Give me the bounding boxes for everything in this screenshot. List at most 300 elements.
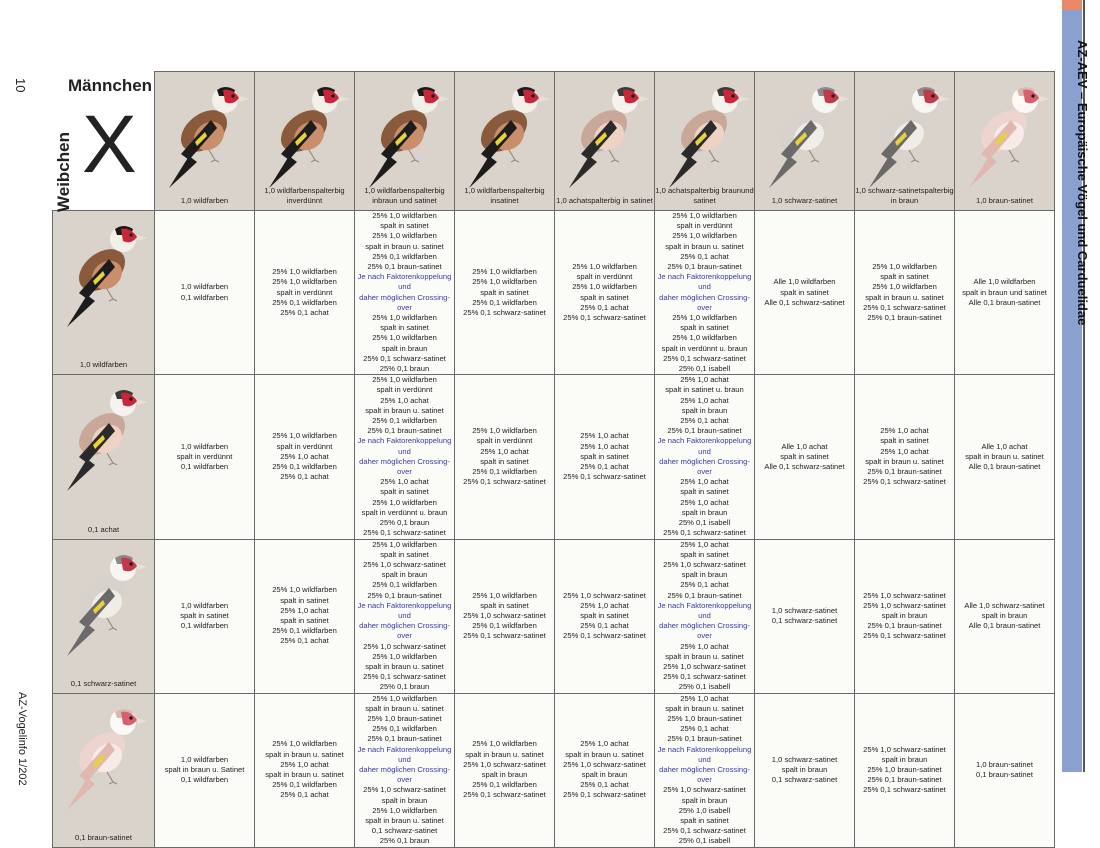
goldfinch-male-illustration	[359, 76, 451, 191]
result-line: 25% 1,0 schwarz-satinet	[863, 590, 946, 600]
result-line: 25% 0,1 isabell	[678, 518, 731, 528]
result-line: 25% 1,0 wildfarben	[672, 313, 737, 323]
result-line: 25% 1,0 schwarz-satinet	[863, 744, 946, 754]
result-line: daher möglichen Crossing-over	[359, 292, 450, 312]
result-line: 1,0 wildfarben	[264, 186, 312, 195]
result-line: spalt in verdünnt	[176, 451, 233, 461]
female-header	[53, 539, 155, 693]
result-line: 25% 1,0 wildfarben	[472, 590, 537, 600]
result-line: 25% 1,0 wildfarben	[372, 497, 437, 507]
result-cell	[855, 539, 955, 693]
result-line: Alle 0,1 schwarz-satinet	[764, 461, 845, 471]
result-line: spalt in braun u. satinet	[665, 703, 744, 713]
result-cell	[655, 539, 755, 693]
result-line: spalt in satinet	[680, 549, 729, 559]
male-caption	[155, 196, 254, 206]
result-line: 25% 0,1 braun-satinet	[367, 734, 442, 744]
result-cell	[455, 693, 555, 847]
result-line: 25% 1,0 wildfarben	[272, 585, 337, 595]
result-line: 25% 0,1 achat	[580, 621, 629, 631]
result-line: daher möglichen Crossing-over	[659, 621, 750, 641]
result-line: spalt in verdünnt	[276, 287, 333, 297]
result-line: 25% 0,1 isabell	[678, 364, 731, 374]
result-line: 25% 1,0 wildfarben	[372, 539, 437, 549]
result-cell	[355, 693, 455, 847]
result-cell	[155, 375, 255, 539]
male-header	[555, 72, 655, 211]
result-line: Alle 1,0 wildfarben	[773, 277, 836, 287]
result-line: 25% 1,0 schwarz-satinet	[463, 759, 546, 769]
result-line: 25% 0,1 wildfarben	[272, 461, 337, 471]
result-line: 25% 0,1 achat	[580, 461, 629, 471]
result-line: 25% 0,1 schwarz-satinet	[863, 631, 946, 641]
crossing-over-note	[355, 745, 454, 786]
result-line: 25% 1,0 wildfarben	[372, 805, 437, 815]
crossing-over-note	[355, 601, 454, 642]
result-line: spalt in satinet	[680, 815, 729, 825]
goldfinch-female-illustration	[57, 698, 149, 813]
result-line: 0,1 wildfarben	[180, 621, 229, 631]
result-line: 25% 1,0 wildfarben	[372, 231, 437, 241]
result-line: 25% 1,0 achat	[680, 497, 729, 507]
result-line: 25% 0,1 braun-satinet	[667, 734, 742, 744]
result-line: spalt in verdünnt	[676, 221, 733, 231]
result-line: 25% 1,0 schwarz-satinet	[563, 590, 646, 600]
result-line: 25% 0,1 achat	[580, 302, 629, 312]
result-line: 1,0 wildfarben	[180, 600, 229, 610]
result-cell	[855, 211, 955, 375]
result-cell	[455, 375, 555, 539]
result-line: 0,1 schwarz-satinet	[371, 826, 438, 836]
result-line: 0,1 wildfarben	[180, 775, 229, 785]
result-cell	[755, 693, 855, 847]
result-line: spalt in satinet	[480, 600, 529, 610]
result-line: spalt in braun u. satinet	[365, 703, 444, 713]
result-cell	[355, 211, 455, 375]
result-cell	[455, 539, 555, 693]
result-line: 25% 1,0 achat	[880, 446, 929, 456]
result-line: 25% 0,1 schwarz-satinet	[363, 672, 446, 682]
crossing-over-note	[655, 601, 754, 642]
result-line: spalt in satinet	[680, 487, 729, 497]
result-line: 25% 0,1 schwarz-satinet	[563, 472, 646, 482]
result-line: 25% 1,0 wildfarben	[572, 262, 637, 272]
result-cell	[755, 539, 855, 693]
result-line: spalt in braun	[681, 507, 728, 517]
result-line: 25% 0,1 braun-satinet	[367, 426, 442, 436]
females-label: Weibchen	[54, 132, 73, 212]
result-line: 25% 0,1 wildfarben	[472, 467, 537, 477]
result-line: 25% 1,0 schwarz-satinet	[463, 610, 546, 620]
result-line: 25% 0,1 braun-satinet	[867, 313, 942, 323]
result-line: spalt in verdünnt u. braun	[661, 343, 748, 353]
result-line: 25% 1,0 wildfarben	[272, 431, 337, 441]
result-line: 1,0 achat	[655, 186, 687, 195]
goldfinch-male-illustration	[859, 76, 951, 191]
female-caption: 0,1 braun-satinet	[75, 832, 132, 842]
result-line: 25% 0,1 achat	[280, 790, 329, 800]
result-line: 25% 1,0 achat	[680, 395, 729, 405]
result-line: Alle 0,1 schwarz-satinet	[764, 297, 845, 307]
male-caption	[855, 186, 954, 206]
result-line: spalt in satinet	[580, 451, 629, 461]
result-cell	[855, 693, 955, 847]
result-line: daher möglichen Crossing-over	[359, 456, 450, 477]
result-line: 25% 1,0 isabell	[678, 805, 731, 815]
result-line: 25% 0,1 braun-satinet	[367, 590, 442, 600]
result-line: spalt in braun u. satinet	[265, 749, 344, 759]
result-line: spalt in braun u. satinet	[465, 749, 544, 759]
result-line: 0,1 schwarz-satinet	[771, 775, 838, 785]
result-line: spalt in verdünnt	[476, 436, 533, 446]
result-line: verdünnt	[292, 196, 323, 205]
result-cell	[555, 539, 655, 693]
result-line: spalt in braun u. satinet	[965, 451, 1044, 461]
result-cell	[555, 693, 655, 847]
result-line: spalterbig in	[372, 186, 445, 205]
result-cell	[855, 375, 955, 539]
result-line: 25% 1,0 schwarz-satinet	[363, 559, 446, 569]
result-line: 25% 0,1 wildfarben	[472, 621, 537, 631]
male-header	[755, 72, 855, 211]
result-line: spalt in braun	[581, 770, 628, 780]
result-line: 1,0 wildfarben	[464, 186, 512, 195]
goldfinch-male-illustration	[159, 76, 251, 191]
goldfinch-female-illustration	[57, 544, 149, 659]
result-line: 25% 0,1 wildfarben	[372, 251, 437, 261]
goldfinch-male-illustration	[559, 76, 651, 191]
result-line: 25% 1,0 braun-satinet	[867, 764, 942, 774]
result-line: spalt in satinet	[180, 610, 229, 620]
result-line: 25% 1,0 achat	[480, 446, 529, 456]
cross-symbol: X	[82, 99, 137, 190]
result-line: 25% 0,1 schwarz-satinet	[563, 631, 646, 641]
male-caption	[555, 196, 654, 206]
result-line: satinet	[496, 196, 519, 205]
result-line: 25% 0,1 achat	[280, 472, 329, 482]
result-cell	[755, 375, 855, 539]
result-line: Je nach Faktorenkoppelung und	[357, 600, 452, 620]
result-line: spalt in braun u. satinet	[665, 651, 744, 661]
result-line: spalt in verdünnt	[376, 385, 433, 395]
result-line: 25% 1,0 achat	[680, 375, 729, 385]
result-line: 25% 0,1 wildfarben	[272, 297, 337, 307]
result-line: 25% 1,0 wildfarben	[872, 282, 937, 292]
result-line: 1,0 schwarz-satinet	[771, 605, 838, 615]
result-line: 25% 0,1 braun-satinet	[667, 262, 742, 272]
result-line: 25% 1,0 schwarz-satinet	[363, 785, 446, 795]
result-line: 25% 1,0 wildfarben	[472, 267, 537, 277]
male-header	[455, 72, 555, 211]
result-line: spalt in verdünnt	[576, 272, 633, 282]
female-caption: 1,0 wildfarben	[79, 360, 128, 370]
male-caption	[955, 196, 1054, 206]
result-line: spalt in satinet	[880, 436, 929, 446]
result-line: 25% 0,1 schwarz-satinet	[663, 528, 746, 538]
result-line: 25% 1,0 wildfarben	[372, 211, 437, 220]
result-line: 25% 0,1 braun	[379, 836, 430, 846]
result-line: spalt in satinet	[480, 287, 529, 297]
result-line: spalt in braun	[881, 754, 928, 764]
result-line: daher möglichen Crossing-over	[359, 764, 450, 785]
result-line: spalterbig in braun	[890, 186, 954, 205]
result-line: spalt in satinet	[280, 616, 329, 626]
result-line: 25% 1,0 wildfarben	[272, 267, 337, 277]
result-line: 1,0 wildfarben	[180, 754, 229, 764]
result-line: 25% 1,0 achat	[280, 759, 329, 769]
result-line: 25% 1,0 wildfarben	[572, 282, 637, 292]
result-cell	[455, 211, 555, 375]
result-line: 25% 0,1 achat	[680, 580, 729, 590]
result-line: spalt in braun	[981, 610, 1028, 620]
result-line: braun und satinet	[378, 196, 437, 205]
result-line: spalt in braun u. satinet	[865, 292, 944, 302]
result-line: spalt in satinet	[880, 272, 929, 282]
result-line: 25% 1,0 wildfarben	[472, 277, 537, 287]
result-line: 25% 1,0 achat	[280, 451, 329, 461]
result-line: spalterbig in	[286, 186, 345, 205]
result-line: daher möglichen Crossing-over	[659, 764, 750, 785]
result-cell	[955, 693, 1055, 847]
result-line: 25% 1,0 wildfarben	[672, 333, 737, 343]
result-line: spalt in braun	[681, 570, 728, 580]
result-cell	[155, 539, 255, 693]
result-line: spalt in braun u. satinet	[265, 770, 344, 780]
result-line: Alle 0,1 braun-satinet	[968, 461, 1041, 471]
result-line: 25% 1,0 wildfarben	[872, 262, 937, 272]
result-line: 25% 1,0 braun-satinet	[367, 713, 442, 723]
result-line: Je nach Faktorenkoppelung und	[357, 744, 452, 764]
result-line: 25% 0,1 schwarz-satinet	[463, 307, 546, 317]
crossing-over-note	[655, 272, 754, 313]
result-line: 25% 1,0 achat	[380, 477, 429, 487]
result-line: spalt in satinet	[780, 451, 829, 461]
result-cell	[155, 693, 255, 847]
result-cell	[255, 693, 355, 847]
result-line: 25% 0,1 schwarz-satinet	[863, 477, 946, 487]
result-line: 25% 0,1 achat	[680, 724, 729, 734]
footer-source: AZ-Vogelinfo 1/202	[16, 692, 28, 786]
result-line: spalt in braun	[881, 610, 928, 620]
male-caption	[755, 196, 854, 206]
result-line: spalt in satinet	[580, 610, 629, 620]
result-line: 25% 0,1 isabell	[678, 836, 731, 846]
result-line: Je nach Faktorenkoppelung und	[657, 272, 752, 292]
result-cell	[155, 211, 255, 375]
result-line: 25% 0,1 braun	[379, 682, 430, 692]
female-caption: 0,1 schwarz-satinet	[70, 678, 137, 688]
result-line: spalt in braun	[781, 764, 828, 774]
result-line: 1,0 braun-satinet	[976, 196, 1033, 205]
result-line: 25% 1,0 wildfarben	[472, 739, 537, 749]
result-line: daher möglichen Crossing-over	[359, 621, 450, 641]
result-cell	[955, 211, 1055, 375]
goldfinch-male-illustration	[259, 76, 351, 191]
female-header	[53, 211, 155, 375]
result-line: 25% 1,0 achat	[580, 739, 629, 749]
result-line: 25% 1,0 schwarz-satinet	[363, 641, 446, 651]
result-line: 1,0 achat	[556, 196, 588, 205]
result-line: daher möglichen Crossing-over	[659, 456, 750, 477]
result-line: 25% 1,0 schwarz-satinet	[563, 759, 646, 769]
result-line: Alle 1,0 achat	[981, 441, 1028, 451]
male-header	[655, 72, 755, 211]
result-line: 1,0 braun-satinet	[976, 759, 1033, 769]
result-line: 25% 1,0 wildfarben	[672, 211, 737, 220]
result-line: 25% 1,0 achat	[580, 431, 629, 441]
male-caption	[255, 186, 354, 206]
result-line: spalt in braun und satinet	[962, 287, 1047, 297]
result-line: 25% 0,1 schwarz-satinet	[563, 790, 646, 800]
goldfinch-male-illustration	[459, 76, 551, 191]
result-line: 25% 0,1 achat	[280, 636, 329, 646]
result-cell	[955, 539, 1055, 693]
result-line: 25% 0,1 schwarz-satinet	[563, 313, 646, 323]
male-caption	[655, 186, 754, 206]
result-line: spalterbig in	[490, 186, 545, 205]
result-line: spalt in braun u. satinet	[565, 749, 644, 759]
result-line: spalt in satinet	[380, 323, 429, 333]
result-line: spalt in satinet	[680, 323, 729, 333]
result-line: 25% 1,0 wildfarben	[372, 693, 437, 703]
result-line: 25% 0,1 wildfarben	[272, 626, 337, 636]
result-line: 25% 0,1 braun	[379, 364, 430, 374]
cross-table	[52, 71, 1055, 848]
result-line: 0,1 braun-satinet	[976, 770, 1033, 780]
result-line: 25% 0,1 schwarz-satinet	[863, 302, 946, 312]
result-line: 25% 1,0 schwarz-satinet	[663, 559, 746, 569]
goldfinch-male-illustration	[959, 76, 1051, 191]
male-header	[255, 72, 355, 211]
result-line: 1,0 wildfarben	[364, 186, 412, 195]
goldfinch-male-illustration	[759, 76, 851, 191]
result-line: 25% 0,1 schwarz-satinet	[863, 785, 946, 795]
result-line: 25% 1,0 achat	[680, 477, 729, 487]
result-cell	[655, 211, 755, 375]
result-line: spalt in braun u. satinet	[865, 456, 944, 466]
result-cell	[255, 375, 355, 539]
result-line: 25% 1,0 schwarz-satinet	[663, 785, 746, 795]
result-line: 25% 0,1 braun-satinet	[667, 426, 742, 436]
males-label: Männchen	[68, 76, 153, 95]
result-line: spalt in satinet	[480, 456, 529, 466]
result-line: 25% 0,1 achat	[680, 251, 729, 261]
result-line: spalt in verdünnt	[276, 441, 333, 451]
result-line: 1,0 wildfarben	[180, 196, 229, 205]
result-line: 1,0 wildfarben	[180, 441, 229, 451]
result-cell	[655, 375, 755, 539]
result-line: 1,0 schwarz-satinet	[855, 186, 921, 195]
result-line: 25% 0,1 wildfarben	[372, 580, 437, 590]
result-line: 25% 1,0 achat	[680, 539, 729, 549]
result-line: daher möglichen Crossing-over	[659, 292, 750, 312]
result-line: 25% 1,0 braun-satinet	[667, 713, 742, 723]
female-header	[53, 693, 155, 847]
result-line: 25% 0,1 braun-satinet	[867, 467, 942, 477]
result-line: 0,1 wildfarben	[180, 292, 229, 302]
female-header	[53, 375, 155, 539]
result-line: 25% 1,0 wildfarben	[372, 313, 437, 323]
result-line: 0,1 schwarz-satinet	[771, 616, 838, 626]
male-caption	[455, 186, 554, 206]
result-line: 25% 1,0 achat	[880, 426, 929, 436]
male-header	[955, 72, 1055, 211]
result-line: 25% 0,1 achat	[580, 780, 629, 790]
result-line: spalt in braun u. satinet	[365, 815, 444, 825]
male-header	[855, 72, 955, 211]
result-line: spalterbig braun	[686, 186, 742, 195]
result-line: 25% 0,1 wildfarben	[472, 297, 537, 307]
result-line: spalt in satinet	[780, 287, 829, 297]
result-line: Alle 0,1 braun-satinet	[968, 621, 1041, 631]
result-line: 25% 1,0 achat	[680, 693, 729, 703]
result-line: 25% 0,1 braun-satinet	[367, 262, 442, 272]
result-line: 25% 0,1 wildfarben	[272, 780, 337, 790]
result-line: 1,0 wildfarben	[180, 282, 229, 292]
result-line: Alle 1,0 achat	[781, 441, 828, 451]
result-line: 25% 1,0 wildfarben	[372, 375, 437, 385]
result-cell	[355, 539, 455, 693]
result-line: 25% 0,1 wildfarben	[372, 416, 437, 426]
result-cell	[955, 375, 1055, 539]
result-line: Je nach Faktorenkoppelung und	[657, 744, 752, 764]
result-line: 25% 1,0 achat	[580, 600, 629, 610]
result-line: spalt in braun	[381, 570, 428, 580]
result-line: 25% 1,0 achat	[280, 605, 329, 615]
result-line: Alle 1,0 wildfarben	[973, 277, 1036, 287]
result-line: spalt in braun	[681, 795, 728, 805]
goldfinch-male-illustration	[659, 76, 751, 191]
result-line: 25% 0,1 wildfarben	[472, 780, 537, 790]
result-line: spalt in satinet u. braun	[665, 385, 744, 395]
result-line: 1,0 schwarz-satinet	[771, 754, 838, 764]
result-line: 25% 0,1 schwarz-satinet	[363, 353, 446, 363]
result-line: spalt in braun u. satinet	[365, 661, 444, 671]
result-cell	[355, 375, 455, 539]
result-line: 25% 0,1 achat	[680, 416, 729, 426]
goldfinch-female-illustration	[57, 215, 149, 330]
section-title: AZ-AEV – Europäische Vögel und Carduelidae	[1075, 40, 1090, 326]
result-line: 25% 1,0 achat	[580, 441, 629, 451]
result-line: 25% 1,0 wildfarben	[272, 277, 337, 287]
result-line: 1,0 schwarz-satinet	[771, 196, 838, 205]
result-line: spalt in braun	[681, 405, 728, 415]
crossing-over-note	[355, 272, 454, 313]
result-line: 25% 0,1 schwarz-satinet	[463, 477, 546, 487]
result-line: 25% 0,1 wildfarben	[372, 724, 437, 734]
result-line: Je nach Faktorenkoppelung und	[657, 436, 752, 456]
result-line: 25% 1,0 achat	[680, 641, 729, 651]
goldfinch-female-illustration	[57, 379, 149, 494]
result-line: 25% 0,1 schwarz-satinet	[663, 826, 746, 836]
result-line: spalt in satinet	[580, 292, 629, 302]
result-line: spalt in satinet	[380, 549, 429, 559]
result-line: 25% 0,1 schwarz-satinet	[663, 353, 746, 363]
result-line: Je nach Faktorenkoppelung und	[357, 272, 452, 292]
result-line: spalt in braun	[481, 770, 528, 780]
crossing-over-note	[355, 436, 454, 477]
crossing-over-note	[655, 745, 754, 786]
result-cell	[755, 211, 855, 375]
result-line: Je nach Faktorenkoppelung und	[357, 436, 452, 456]
result-line: Alle 0,1 braun-satinet	[968, 297, 1041, 307]
result-line: spalt in satinet	[380, 487, 429, 497]
result-line: 0,1 wildfarben	[180, 461, 229, 471]
male-header	[355, 72, 455, 211]
result-line: spalt in verdünnt u. braun	[361, 507, 448, 517]
result-line: 25% 1,0 wildfarben	[372, 333, 437, 343]
result-line: 25% 0,1 isabell	[678, 682, 731, 692]
